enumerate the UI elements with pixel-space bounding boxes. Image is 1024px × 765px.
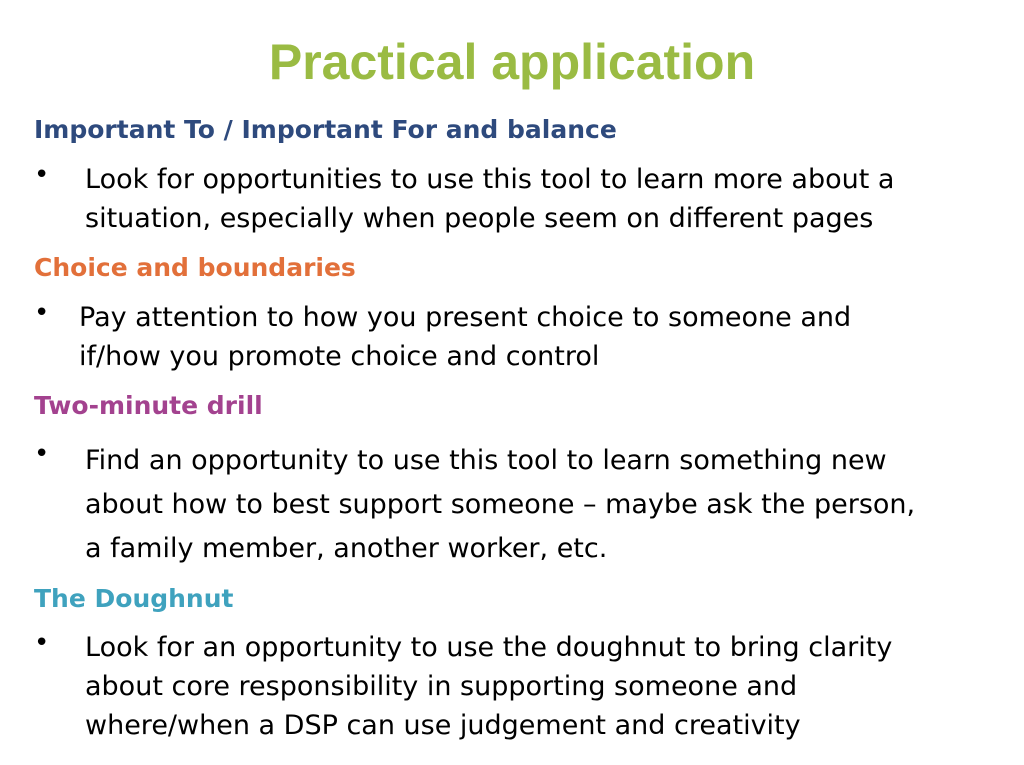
bullet-text: Look for opportunities to use this tool to learn more about a situation, especially when people seem on different pages [85,164,895,234]
bullet-text: Find an opportunity to use this tool to learn something new about how to best support someone – maybe ask the person, a family member, another worker, etc. [85,445,916,564]
bullet-item-doughnut [34,628,994,748]
bullet-glyph: • [34,628,50,658]
section-heading-doughnut: The Doughnut [34,584,234,613]
bullet-text: Look for an opportunity to use the doughnut to bring clarity about core responsibility in supporting someone and where/when a DSP can use judgement and creativity [85,632,893,741]
slide-title: Practical application [268,34,756,90]
bullet-item-two-minute-drill [34,439,994,574]
bullet-item-important-to-for [34,160,994,240]
bullet-glyph: • [34,439,50,469]
bullet-text: Pay attention to how you present choice to someone and if/how you promote choice and control [79,302,852,372]
bullet-item-choice-boundaries [34,298,994,378]
section-heading-two-minute-drill: Two-minute drill [34,391,263,420]
bullet-glyph: • [34,298,50,328]
bullet-glyph: • [34,160,50,190]
section-heading-choice-boundaries: Choice and boundaries [34,253,356,282]
section-heading-important-to-for: Important To / Important For and balance [34,115,617,144]
